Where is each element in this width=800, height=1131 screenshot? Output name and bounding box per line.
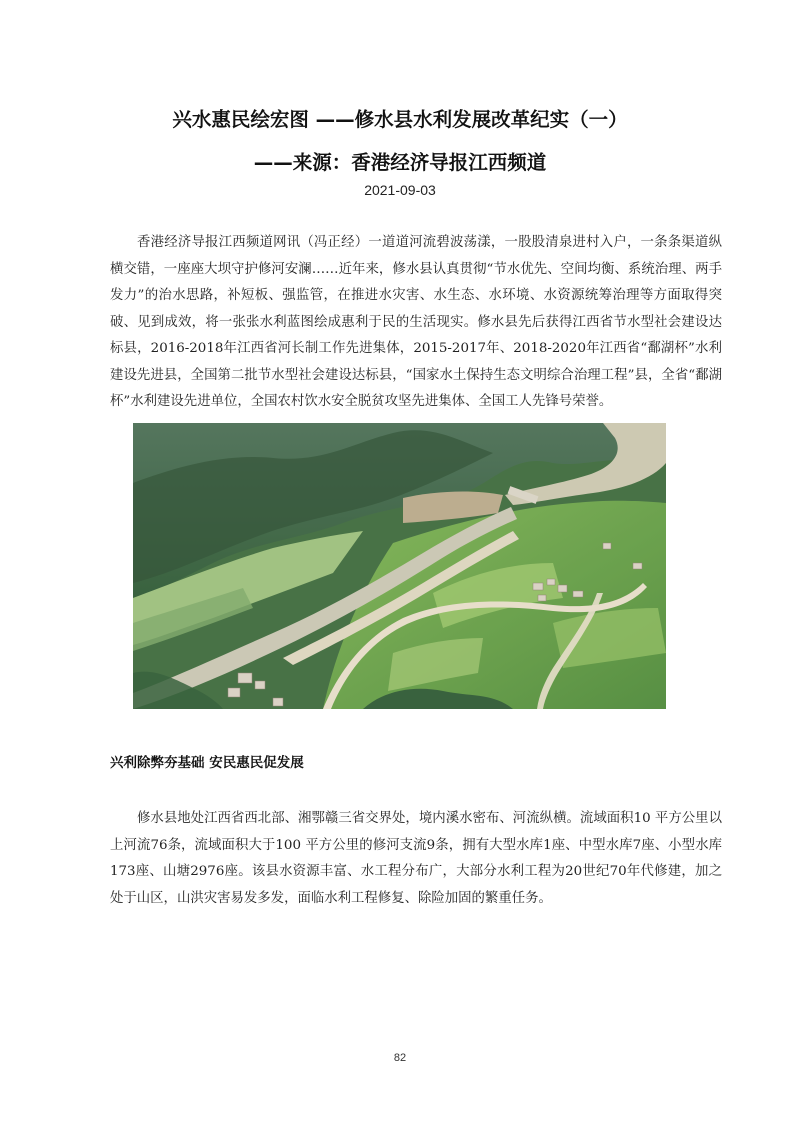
section-heading: 兴利除弊夯基础 安民惠民促发展	[110, 755, 304, 771]
article-source-line: ——来源：香港经济导报江西频道	[253, 151, 547, 174]
publish-date: 2021-09-03	[364, 182, 436, 198]
intro-paragraph: 香港经济导报江西频道网讯（冯正经）一道道河流碧波荡漾，一股股清泉进村入户，一条条渠道纵横交错，一座座大坝守护修河安澜……近年来，修水县认真贯彻“节水优先、空间均衡、系统治理、两手发力”的治水思路，补短板、强监管，在推进水灾害、水生态、水环境、水资源统筹治理等方面取得突破、见到成效，将一张张水利蓝图绘成惠利于民的生活现实。修水县先后获得江西省节水型社会建设达标县，2016-2018年江西省河长制工作先进集体，2015-2017年、2018-2020年江西省“鄱湖杯”水利建设先进县，全国第二批节水型社会建设达标县，“国家水土保持生态文明综合治理工程”县，全省“鄱湖杯”水利建设先进单位，全国农村饮水安全脱贫攻坚先进集体、全国工人先锋号荣誉。	[110, 235, 722, 409]
article-title: 兴水惠民绘宏图 ——修水县水利发展改革纪实（一）	[172, 108, 628, 131]
aerial-river-valley-photo	[133, 423, 666, 709]
page-number: 82	[393, 1052, 407, 1064]
body-paragraph: 修水县地处江西省西北部、湘鄂赣三省交界处，境内溪水密布、河流纵横。流域面积10 平方公里以上河流76条，流域面积大于100 平方公里的修河支流9条，拥有大型水库1座、中型水库7座、小型水库173座、山塘2976座。该县水资源丰富、水工程分布广，大部分水利工程为20世纪70年代修建，加之处于山区，山洪灾害易发多发，面临水利工程修复、除险加固的繁重任务。	[110, 811, 722, 906]
